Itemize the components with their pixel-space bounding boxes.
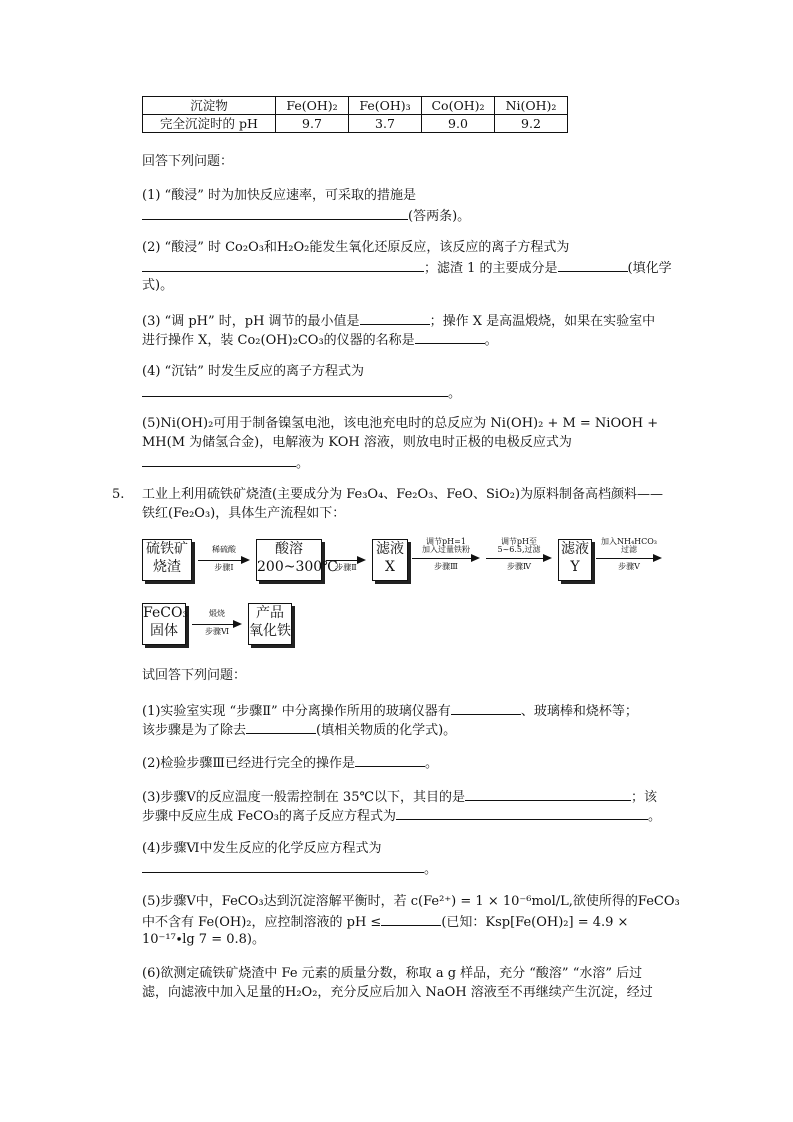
question-2-line3: 式)。 [142, 278, 174, 293]
answer-blank[interactable] [142, 858, 424, 873]
question-1-tail: (答两条)。 [408, 209, 471, 224]
flow-box-line: 硫铁矿 [146, 541, 188, 557]
p5-question-3-b: ；该 [631, 790, 658, 805]
question-5-tail: 。 [296, 456, 310, 471]
table-cell: 完全沉淀时的 pH [143, 115, 276, 133]
flow-arrow-label: 加入NH₄HCO₃ 过滤 [600, 537, 658, 554]
question-2-tail: (填化学 [627, 261, 672, 276]
flow-arrow-step: 步骤Ⅰ [214, 563, 234, 572]
table-header-row [143, 97, 568, 115]
flow-arrow-step-4 [486, 537, 552, 576]
flow-arrow-step-6 [192, 610, 242, 640]
table-row [143, 115, 568, 133]
flow-arrow-step-3 [412, 537, 480, 576]
p5-question-1-line2 [142, 719, 456, 741]
flow-arrow-label: 调节pH至 5~6.5,过滤 [497, 537, 541, 554]
flow-arrow-step-2 [326, 546, 366, 576]
p5-question-4-text: (4)步骤Ⅵ中发生反应的化学反应方程式为 [142, 841, 382, 856]
question-1-answer-line [142, 205, 470, 227]
flow-box-line: FeCO₃ [143, 605, 189, 621]
question-4-text: (4) “沉钴” 时发生反应的离子方程式为 [142, 364, 364, 379]
p5-question-1-a: (1)实验室实现 “步骤Ⅱ” 中分离操作所用的玻璃仪器有 [142, 704, 451, 719]
question-3-line2 [142, 329, 498, 351]
flow-box-line: 产品 [256, 605, 284, 621]
flow-arrow-step-1 [198, 546, 250, 576]
p5-question-3-line2 [142, 805, 661, 827]
p5-question-6-line1: (6)欲测定硫铁矿烧渣中 Fe 元素的质量分数，称取 a g 样品，充分 “酸溶” “水溶” 后过 [142, 966, 643, 981]
p5-question-1-b: 、玻璃棒和烧杯等； [520, 704, 638, 719]
table-cell: Fe(OH)₃ [349, 97, 422, 115]
p5-question-3-d: 。 [647, 809, 661, 824]
flow-arrow-step: 步骤Ⅱ [335, 563, 357, 572]
flow-box-line: 固体 [150, 623, 178, 639]
answer-blank[interactable] [451, 700, 521, 715]
question-4-answer-line [142, 382, 461, 404]
flow-box-feco3-solid [142, 603, 189, 645]
question-2-text: (2) “酸浸” 时 Co₂O₃和H₂O₂能发生氧化还原反应，该反应的离子方程式为 [142, 240, 570, 255]
answer-blank[interactable] [465, 786, 631, 801]
flow-box-product [248, 603, 292, 645]
flow-arrow-step: 步骤Ⅲ [434, 562, 458, 571]
table-cell: 9.0 [422, 115, 495, 133]
table-cell: 9.2 [495, 115, 568, 133]
flow-arrow-step: 步骤Ⅳ [507, 562, 531, 571]
p5-question-1-d: (填相关物质的化学式)。 [316, 723, 457, 738]
flow-arrow-label: 稀硫酸 [212, 545, 236, 554]
p5-question-4-tail: 。 [424, 862, 438, 877]
flow-arrow-step: 步骤Ⅴ [618, 562, 640, 571]
flow-box-filtrate-y [558, 539, 592, 581]
flow-box-line: 200~300℃ [257, 559, 338, 575]
answer-blank[interactable] [360, 310, 430, 325]
flow-arrow-step: 步骤Ⅵ [204, 627, 230, 636]
table-cell: Ni(OH)₂ [495, 97, 568, 115]
answer-intro: 回答下列问题： [142, 154, 234, 169]
question-2-mid: ；滤渣 1 的主要成分是 [424, 261, 558, 276]
question-5-line2: MH(M 为储氢合金)，电解液为 KOH 溶液，则放电时正极的电极反应式为 [142, 435, 572, 450]
question-3-a: (3) “调 pH” 时，pH 调节的最小值是 [142, 314, 360, 329]
table-cell: Fe(OH)₂ [276, 97, 349, 115]
question-2-answer-line [142, 257, 672, 279]
question-3-c: 进行操作 X，装 Co₂(OH)₂CO₃的仪器的名称是 [142, 333, 415, 348]
answer-blank[interactable] [142, 257, 424, 272]
p5-question-5-c: (已知：Ksp[Fe(OH)₂] = 4.9 × [441, 915, 629, 930]
flow-box-line: 滤液 [561, 541, 589, 557]
flow-box-line: X [385, 559, 395, 575]
flow-arrow-step-5 [596, 537, 662, 576]
p5-question-5-b: 中不含有 Fe(OH)₂，应控制溶液的 pH ≤ [142, 915, 382, 930]
flow-box-acid-dissolve [256, 539, 338, 581]
question-5-answer-line [142, 452, 309, 474]
p5-question-2-line [142, 752, 438, 774]
question-3-b: ；操作 X 是高温煅烧，如果在实验室中 [429, 314, 656, 329]
answer-blank[interactable] [246, 719, 316, 734]
answer-blank[interactable] [355, 752, 425, 767]
answer-blank[interactable] [142, 382, 448, 397]
p5-question-6-line2: 滤，向滤液中加入足量的H₂O₂，充分反应后加入 NaOH 溶液至不再继续产生沉淀，经过 [142, 985, 653, 1000]
precipitation-ph-table [142, 96, 568, 133]
flow-box-filtrate-x [372, 539, 408, 581]
table-cell: Co(OH)₂ [422, 97, 495, 115]
try-intro: 试回答下列问题： [142, 668, 247, 683]
flow-box-line: 酸溶 [275, 541, 303, 557]
table-cell: 3.7 [349, 115, 422, 133]
problem-number: 5. [112, 487, 125, 502]
flow-arrow-label: 调节pH=1 加入过量铁粉 [422, 537, 470, 554]
p5-question-1-c: 该步骤是为了除去 [142, 723, 247, 738]
flow-box-line: 滤液 [376, 541, 404, 557]
answer-blank[interactable] [142, 452, 296, 467]
problem-5-stem-line2: 铁红(Fe₂O₃)，具体生产流程如下： [142, 506, 346, 521]
answer-blank[interactable] [396, 805, 648, 820]
p5-question-5-line3: 10⁻¹⁷∙lg 7 = 0.8)。 [142, 932, 265, 947]
answer-blank[interactable] [415, 329, 485, 344]
problem-5-stem-line1: 工业上利用硫铁矿烧渣(主要成分为 Fe₃O₄、Fe₂O₃、FeO、SiO₂)为原料制备高档颜料—— [142, 487, 664, 502]
p5-question-5-line1: (5)步骤Ⅴ中，FeCO₃达到沉淀溶解平衡时，若 c(Fe²⁺) = 1 × 10⁻⁶mol/L,欲使所得的FeCO₃ [142, 894, 680, 909]
table-cell: 沉淀物 [143, 97, 276, 115]
question-4-tail: 。 [448, 386, 462, 401]
p5-question-2-a: (2)检验步骤Ⅲ已经进行完全的操作是 [142, 756, 355, 771]
p5-question-3-a: (3)步骤Ⅴ的反应温度一般需控制在 35℃以下，其目的是 [142, 790, 466, 805]
flow-box-line: 氧化铁 [249, 623, 291, 639]
question-5-line1: (5)Ni(OH)₂可用于制备镍氢电池，该电池充电时的总反应为 Ni(OH)₂ + M = NiOOH + [142, 416, 659, 431]
question-1-text: (1) “酸浸” 时为加快反应速率，可采取的措施是 [142, 188, 416, 203]
flow-arrow-label: 煅烧 [209, 609, 225, 618]
p5-question-3-c: 步骤中反应生成 FeCO₃的离子反应方程式为 [142, 809, 396, 824]
answer-blank[interactable] [142, 205, 408, 220]
flow-box-line: 烧渣 [153, 559, 181, 575]
answer-blank[interactable] [558, 257, 628, 272]
question-3-d: 。 [484, 333, 498, 348]
answer-blank[interactable] [381, 911, 441, 926]
flow-box-line: Y [570, 559, 580, 575]
table-cell: 9.7 [276, 115, 349, 133]
p5-question-4-answer-line [142, 858, 437, 880]
flow-box-raw-material [142, 539, 192, 581]
p5-question-2-b: 。 [424, 756, 438, 771]
